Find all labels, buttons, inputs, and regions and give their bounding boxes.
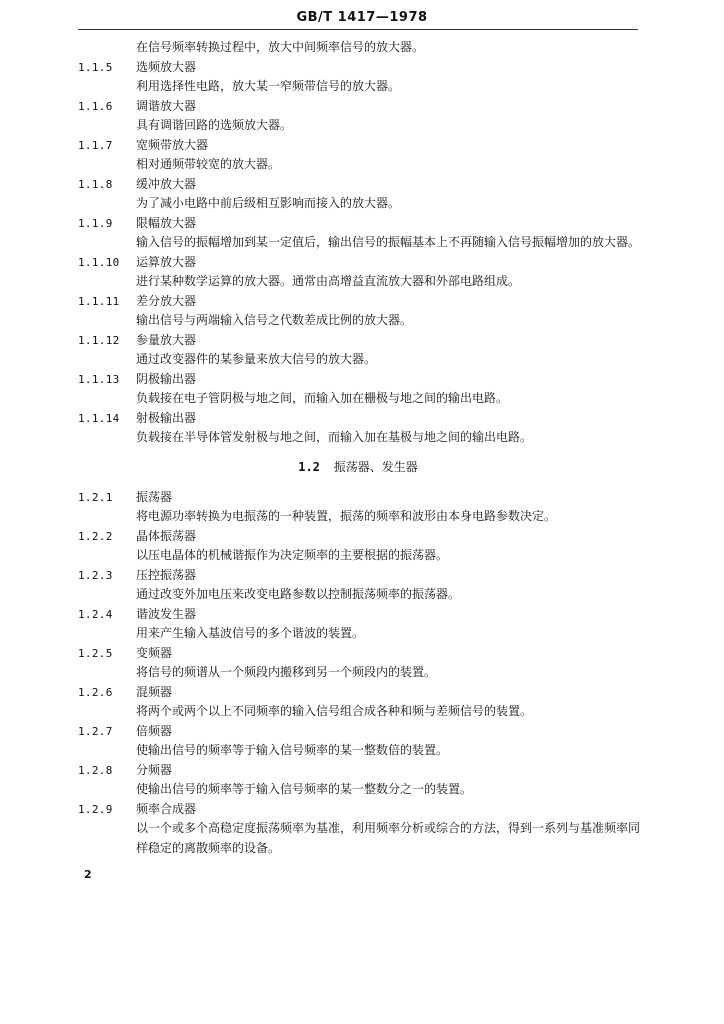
term-number: 1.2.8 — [78, 763, 113, 777]
term-entry — [78, 800, 638, 820]
term-definition-row — [78, 194, 638, 214]
term-definition: 输入信号的振幅增加到某一定值后，输出信号的振幅基本上不再随输入信号振幅增加的放大器。 — [136, 235, 641, 249]
term-number: 1.2.6 — [78, 685, 113, 699]
section-1-2-list — [78, 488, 641, 859]
term-definition: 以一个或多个高稳定度振荡频率为基准，利用频率分析或综合的方法，得到一系列与基准频率同样稳定的离散频率的设备。 — [136, 821, 641, 855]
term-definition: 使输出信号的频率等于输入信号频率的某一整数分之一的装置。 — [136, 782, 473, 796]
term-name: 限幅放大器 — [136, 215, 197, 230]
term-name: 混频器 — [136, 684, 173, 699]
term-number: 1.2.5 — [78, 646, 113, 660]
section-1-1-list — [78, 58, 641, 448]
term-name: 差分放大器 — [136, 293, 197, 308]
term-entry — [78, 488, 638, 508]
term-definition-row — [78, 389, 638, 409]
term-entry — [78, 253, 638, 273]
standard-header: GB/T 1417—1978 — [296, 10, 428, 25]
term-definition: 将电源功率转换为电振荡的一种装置，振荡的频率和波形由本身电路参数决定。 — [136, 509, 557, 523]
term-number: 1.1.8 — [78, 177, 113, 191]
term-entry — [78, 566, 638, 586]
term-entry — [78, 214, 638, 234]
term-entry — [78, 409, 638, 429]
term-name: 射极输出器 — [136, 410, 197, 425]
term-name: 宽频带放大器 — [136, 137, 209, 152]
term-definition-row — [78, 350, 638, 370]
term-entry — [78, 683, 638, 703]
section-heading — [78, 456, 638, 478]
section-title: 振荡器、发生器 — [333, 459, 418, 474]
term-name: 变频器 — [136, 645, 173, 660]
term-name: 晶体振荡器 — [136, 528, 197, 543]
term-entry — [78, 722, 638, 742]
intro-line — [78, 38, 638, 58]
term-number: 1.1.10 — [78, 255, 120, 269]
term-definition-row — [78, 507, 638, 527]
term-definition-row — [78, 77, 638, 97]
term-entry — [78, 58, 638, 78]
term-definition: 将信号的频谱从一个频段内搬移到另一个频段内的装置。 — [136, 665, 437, 679]
document-body — [78, 38, 641, 858]
term-entry — [78, 292, 638, 312]
term-definition: 以压电晶体的机械谐振作为决定频率的主要根据的振荡器。 — [136, 548, 449, 562]
term-entry — [78, 370, 638, 390]
term-definition-row — [78, 272, 638, 292]
term-entry — [78, 331, 638, 351]
term-definition: 负载接在半导体管发射极与地之间，而输入加在基极与地之间的输出电路。 — [136, 430, 533, 444]
term-definition-row — [78, 624, 638, 644]
term-entry — [78, 136, 638, 156]
term-definition: 将两个或两个以上不同频率的输入信号组合成各种和频与差频信号的装置。 — [136, 704, 533, 718]
term-name: 调谐放大器 — [136, 98, 197, 113]
term-definition-row — [78, 819, 641, 858]
term-entry — [78, 97, 638, 117]
term-definition: 通过改变器件的某参量来放大信号的放大器。 — [136, 352, 377, 366]
term-entry — [78, 527, 638, 547]
term-name: 分频器 — [136, 762, 173, 777]
term-number: 1.1.12 — [78, 333, 120, 347]
term-entry — [78, 761, 638, 781]
term-name: 压控振荡器 — [136, 567, 197, 582]
term-name: 阴极输出器 — [136, 371, 197, 386]
term-definition: 进行某种数学运算的放大器。通常由高增益直流放大器和外部电路组成。 — [136, 274, 521, 288]
term-definition: 通过改变外加电压来改变电路参数以控制振荡频率的振荡器。 — [136, 587, 461, 601]
term-definition: 相对通频带较宽的放大器。 — [136, 157, 281, 171]
term-definition-row — [78, 780, 638, 800]
term-number: 1.1.9 — [78, 216, 113, 230]
term-definition: 负载接在电子管阴极与地之间，而输入加在栅极与地之间的输出电路。 — [136, 391, 509, 405]
term-number: 1.2.9 — [78, 802, 113, 816]
term-number: 1.2.7 — [78, 724, 113, 738]
intro-text: 在信号频率转换过程中，放大中间频率信号的放大器。 — [136, 40, 425, 54]
term-definition-row — [78, 311, 638, 331]
term-entry — [78, 644, 638, 664]
term-definition-row — [78, 233, 641, 253]
term-definition: 输出信号与两端输入信号之代数差成比例的放大器。 — [136, 313, 413, 327]
term-definition-row — [78, 546, 638, 566]
term-definition: 利用选择性电路，放大某一窄频带信号的放大器。 — [136, 79, 401, 93]
term-definition: 为了减小电路中前后级相互影响而接入的放大器。 — [136, 196, 401, 210]
term-definition-row — [78, 741, 638, 761]
term-definition: 使输出信号的频率等于输入信号频率的某一整数倍的装置。 — [136, 743, 449, 757]
term-name: 缓冲放大器 — [136, 176, 197, 191]
page-number: 2 — [84, 868, 92, 881]
term-name: 参量放大器 — [136, 332, 197, 347]
term-number: 1.1.11 — [78, 294, 120, 308]
term-number: 1.1.5 — [78, 60, 113, 74]
term-definition: 用来产生输入基波信号的多个谐波的装置。 — [136, 626, 365, 640]
term-definition: 具有调谐回路的选频放大器。 — [136, 118, 293, 132]
term-number: 1.2.3 — [78, 568, 113, 582]
term-definition-row — [78, 585, 638, 605]
section-number: 1.2 — [298, 459, 320, 474]
term-definition-row — [78, 155, 638, 175]
term-name: 倍频器 — [136, 723, 173, 738]
term-name: 选频放大器 — [136, 59, 197, 74]
term-number: 1.2.4 — [78, 607, 113, 621]
term-number: 1.1.14 — [78, 411, 120, 425]
term-number: 1.1.7 — [78, 138, 113, 152]
term-entry — [78, 175, 638, 195]
term-name: 振荡器 — [136, 489, 173, 504]
term-entry — [78, 605, 638, 625]
term-name: 运算放大器 — [136, 254, 197, 269]
term-definition-row — [78, 116, 638, 136]
term-definition-row — [78, 702, 638, 722]
term-number: 1.2.2 — [78, 529, 113, 543]
term-number: 1.2.1 — [78, 490, 113, 504]
term-name: 频率合成器 — [136, 801, 197, 816]
term-name: 谐波发生器 — [136, 606, 197, 621]
term-definition-row — [78, 428, 638, 448]
term-definition-row — [78, 663, 638, 683]
term-number: 1.1.13 — [78, 372, 120, 386]
header-divider — [78, 29, 638, 30]
term-number: 1.1.6 — [78, 99, 113, 113]
